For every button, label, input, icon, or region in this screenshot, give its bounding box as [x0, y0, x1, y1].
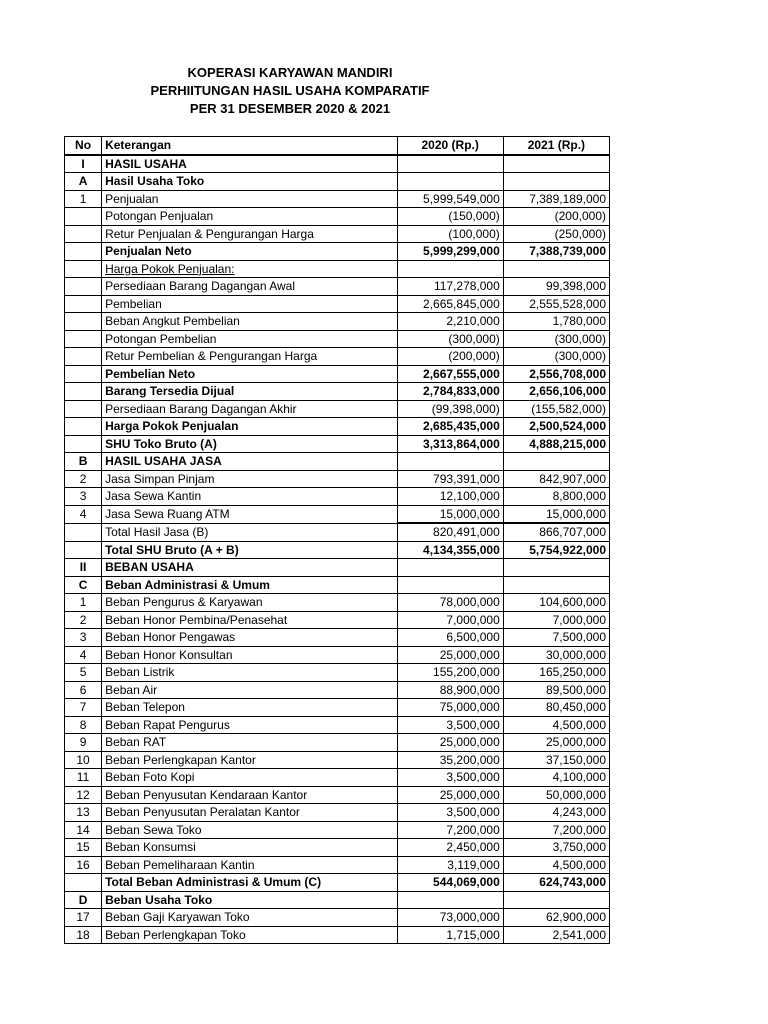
- row-no: 9: [65, 734, 102, 752]
- report-title-period: PER 31 DESEMBER 2020 & 2021: [189, 101, 391, 116]
- row-value-2021: 7,000,000: [503, 611, 609, 629]
- row-keterangan: [102, 155, 398, 173]
- row-value-2020: [397, 155, 503, 173]
- row-value-2021: 7,389,189,000: [503, 190, 609, 208]
- row-value-2020: [397, 173, 503, 191]
- table-row: [65, 155, 610, 173]
- row-value-2021: [503, 453, 609, 471]
- row-keterangan: [102, 173, 398, 191]
- row-keterangan-text: Pembelian Neto: [105, 366, 196, 381]
- table-row: [65, 330, 610, 348]
- row-keterangan-text: Jasa Simpan Pinjam: [105, 471, 215, 486]
- row-keterangan-text: Beban Perlengkapan Toko: [105, 927, 246, 942]
- table-row: [65, 243, 610, 261]
- row-value-2021: 842,907,000: [503, 470, 609, 488]
- table-row: [65, 523, 610, 541]
- row-keterangan: [102, 488, 398, 506]
- row-no: [65, 383, 102, 401]
- row-keterangan: [102, 874, 398, 892]
- table-row: [65, 173, 610, 191]
- row-value-2020: 25,000,000: [397, 786, 503, 804]
- row-keterangan-text: Pembelian: [105, 296, 162, 311]
- row-keterangan-text: Beban Penyusutan Peralatan Kantor: [105, 805, 300, 819]
- row-value-2020: [397, 891, 503, 909]
- row-no: [65, 400, 102, 418]
- row-no: 10: [65, 751, 102, 769]
- row-no: [65, 523, 102, 541]
- row-value-2020: [397, 559, 503, 577]
- row-no: 1: [65, 594, 102, 612]
- row-keterangan-text: Beban Listrik: [105, 665, 175, 679]
- row-value-2021: 1,780,000: [503, 313, 609, 331]
- row-no: D: [65, 891, 102, 909]
- table-row: [65, 594, 610, 612]
- table-row: [65, 681, 610, 699]
- row-value-2021: 2,556,708,000: [503, 365, 609, 383]
- row-value-2020: [397, 576, 503, 594]
- row-value-2021: 2,555,528,000: [503, 295, 609, 313]
- row-value-2021: 4,243,000: [503, 804, 609, 822]
- table-row: [65, 418, 610, 436]
- table-row: [65, 208, 610, 226]
- row-no: 7: [65, 699, 102, 717]
- row-no: [65, 278, 102, 296]
- row-value-2021: [503, 559, 609, 577]
- table-row: [65, 470, 610, 488]
- row-value-2021: [503, 155, 609, 173]
- row-no: [65, 295, 102, 313]
- table-row: [65, 383, 610, 401]
- row-keterangan: [102, 523, 398, 541]
- table-row: [65, 365, 610, 383]
- report-title-organization: KOPERASI KARYAWAN MANDIRI: [187, 65, 393, 80]
- row-value-2020: 7,200,000: [397, 821, 503, 839]
- row-value-2020: [397, 260, 503, 278]
- row-keterangan: [102, 400, 398, 418]
- row-keterangan: [102, 769, 398, 787]
- row-value-2021: 4,888,215,000: [503, 435, 609, 453]
- row-keterangan: [102, 681, 398, 699]
- row-value-2020: 6,500,000: [397, 629, 503, 647]
- table-row: [65, 839, 610, 857]
- row-no: [65, 541, 102, 559]
- row-keterangan-text: Penjualan: [105, 191, 159, 206]
- header-keterangan: Keterangan: [102, 137, 398, 155]
- row-keterangan: [102, 786, 398, 804]
- header-2021: 2021 (Rp.): [503, 137, 609, 155]
- row-keterangan-text: Total Hasil Jasa (B): [105, 524, 209, 539]
- row-no: [65, 225, 102, 243]
- row-keterangan-text: Beban Angkut Pembelian: [105, 314, 240, 328]
- row-no: [65, 243, 102, 261]
- row-value-2020: 5,999,549,000: [397, 190, 503, 208]
- row-value-2021: 4,500,000: [503, 716, 609, 734]
- table-row: [65, 856, 610, 874]
- row-keterangan-text: Beban Honor Pengawas: [105, 630, 236, 644]
- row-value-2020: 4,134,355,000: [397, 541, 503, 559]
- row-keterangan-text: Jasa Sewa Ruang ATM: [105, 506, 230, 521]
- row-no: 14: [65, 821, 102, 839]
- row-keterangan: [102, 313, 398, 331]
- row-value-2020: 820,491,000: [397, 523, 503, 541]
- row-keterangan: [102, 611, 398, 629]
- row-keterangan-text: Total SHU Bruto (A + B): [105, 542, 239, 557]
- table-row: [65, 295, 610, 313]
- row-keterangan-text: Potongan Penjualan: [105, 209, 214, 223]
- row-value-2021: (155,582,000): [503, 400, 609, 418]
- row-keterangan-text: BEBAN USAHA: [105, 560, 194, 574]
- row-value-2020: 544,069,000: [397, 874, 503, 892]
- row-no: [65, 435, 102, 453]
- row-keterangan-text: Beban Honor Konsultan: [105, 647, 233, 662]
- row-keterangan: [102, 909, 398, 927]
- row-value-2020: 2,665,845,000: [397, 295, 503, 313]
- row-keterangan-text: Beban Perlengkapan Kantor: [105, 752, 256, 767]
- row-keterangan-text: Persediaan Barang Dagangan Akhir: [105, 401, 297, 416]
- row-value-2020: 12,100,000: [397, 488, 503, 506]
- table-row: [65, 348, 610, 366]
- row-no: 12: [65, 786, 102, 804]
- row-keterangan: [102, 295, 398, 313]
- row-keterangan: [102, 365, 398, 383]
- table-row: [65, 909, 610, 927]
- row-keterangan-text: Beban Honor Pembina/Penasehat: [105, 612, 288, 627]
- table-row: [65, 278, 610, 296]
- row-value-2020: 7,000,000: [397, 611, 503, 629]
- table-row: [65, 559, 610, 577]
- row-no: B: [65, 453, 102, 471]
- row-value-2021: 7,388,739,000: [503, 243, 609, 261]
- row-value-2020: 1,715,000: [397, 926, 503, 944]
- row-keterangan-text: Persediaan Barang Dagangan Awal: [105, 279, 295, 293]
- table-row: [65, 664, 610, 682]
- row-keterangan: [102, 594, 398, 612]
- row-keterangan: [102, 804, 398, 822]
- row-keterangan: [102, 891, 398, 909]
- row-value-2021: 80,450,000: [503, 699, 609, 717]
- row-keterangan-text: Beban Gaji Karyawan Toko: [105, 910, 250, 924]
- row-value-2020: (100,000): [397, 225, 503, 243]
- row-value-2020: 155,200,000: [397, 664, 503, 682]
- row-value-2021: 30,000,000: [503, 646, 609, 664]
- row-no: [65, 313, 102, 331]
- table-row: [65, 926, 610, 944]
- row-keterangan-text: SHU Toko Bruto (A): [105, 436, 217, 451]
- table-row: [65, 611, 610, 629]
- row-no: A: [65, 173, 102, 191]
- table-row: [65, 190, 610, 208]
- row-value-2020: (99,398,000): [397, 400, 503, 418]
- comparative-income-table: [64, 136, 610, 944]
- row-keterangan: [102, 734, 398, 752]
- row-value-2021: 8,800,000: [503, 488, 609, 506]
- table-row: [65, 891, 610, 909]
- row-no: 1: [65, 190, 102, 208]
- row-keterangan-text: Harga Pokok Penjualan:: [105, 261, 235, 276]
- row-value-2020: 15,000,000: [397, 505, 503, 523]
- row-value-2020: 75,000,000: [397, 699, 503, 717]
- table-row: [65, 699, 610, 717]
- row-value-2021: 89,500,000: [503, 681, 609, 699]
- row-keterangan: [102, 839, 398, 857]
- table-row: [65, 804, 610, 822]
- row-value-2020: 3,500,000: [397, 769, 503, 787]
- row-keterangan: [102, 699, 398, 717]
- row-keterangan: [102, 243, 398, 261]
- row-value-2021: (300,000): [503, 330, 609, 348]
- row-no: 17: [65, 909, 102, 927]
- row-keterangan-text: Beban Sewa Toko: [105, 822, 202, 837]
- row-value-2020: 2,685,435,000: [397, 418, 503, 436]
- row-keterangan-text: Beban Administrasi & Umum: [105, 577, 270, 592]
- row-value-2021: 165,250,000: [503, 664, 609, 682]
- row-value-2021: 5,754,922,000: [503, 541, 609, 559]
- row-keterangan-text: HASIL USAHA: [105, 156, 187, 171]
- report-title-name: PERHIITUNGAN HASIL USAHA KOMPARATIF: [150, 83, 430, 98]
- row-value-2020: 3,500,000: [397, 716, 503, 734]
- row-keterangan: [102, 505, 398, 523]
- row-no: 11: [65, 769, 102, 787]
- table-row: [65, 646, 610, 664]
- row-keterangan-text: Hasil Usaha Toko: [105, 174, 205, 188]
- row-value-2020: (200,000): [397, 348, 503, 366]
- row-value-2021: 624,743,000: [503, 874, 609, 892]
- row-keterangan: [102, 225, 398, 243]
- row-keterangan-text: Total Beban Administrasi & Umum (C): [105, 875, 322, 889]
- row-keterangan-text: Beban Rapat Pengurus: [105, 717, 230, 732]
- row-keterangan-text: Harga Pokok Penjualan: [105, 419, 239, 433]
- table-row: [65, 260, 610, 278]
- table-header-row: [65, 137, 610, 155]
- row-no: [65, 260, 102, 278]
- row-no: I: [65, 155, 102, 173]
- row-keterangan: [102, 208, 398, 226]
- row-keterangan-text: Beban Telepon: [105, 700, 185, 714]
- row-value-2021: 7,200,000: [503, 821, 609, 839]
- row-keterangan: [102, 926, 398, 944]
- row-no: 4: [65, 505, 102, 523]
- row-keterangan: [102, 541, 398, 559]
- table-row: [65, 453, 610, 471]
- row-keterangan: [102, 856, 398, 874]
- row-value-2021: 7,500,000: [503, 629, 609, 647]
- table-row: [65, 716, 610, 734]
- row-keterangan-text: Retur Pembelian & Pengurangan Harga: [105, 349, 318, 363]
- row-keterangan: [102, 348, 398, 366]
- table-row: [65, 874, 610, 892]
- row-keterangan-text: Retur Penjualan & Pengurangan Harga: [105, 226, 314, 241]
- row-no: 13: [65, 804, 102, 822]
- row-value-2021: [503, 576, 609, 594]
- row-value-2021: 866,707,000: [503, 523, 609, 541]
- row-no: [65, 348, 102, 366]
- row-value-2020: 2,667,555,000: [397, 365, 503, 383]
- row-value-2020: 25,000,000: [397, 734, 503, 752]
- header-no: No: [65, 137, 102, 155]
- row-value-2021: 2,656,106,000: [503, 383, 609, 401]
- row-value-2021: (300,000): [503, 348, 609, 366]
- row-no: II: [65, 559, 102, 577]
- row-value-2021: (250,000): [503, 225, 609, 243]
- row-keterangan: [102, 190, 398, 208]
- row-value-2021: [503, 260, 609, 278]
- row-value-2021: 4,100,000: [503, 769, 609, 787]
- row-value-2020: (150,000): [397, 208, 503, 226]
- row-keterangan: [102, 716, 398, 734]
- row-keterangan: [102, 646, 398, 664]
- row-value-2021: 37,150,000: [503, 751, 609, 769]
- table-row: [65, 505, 610, 523]
- row-keterangan: [102, 260, 398, 278]
- row-value-2020: (300,000): [397, 330, 503, 348]
- row-value-2021: 25,000,000: [503, 734, 609, 752]
- row-keterangan: [102, 629, 398, 647]
- table-row: [65, 435, 610, 453]
- row-no: [65, 208, 102, 226]
- table-row: [65, 313, 610, 331]
- row-value-2021: 3,750,000: [503, 839, 609, 857]
- row-value-2020: 3,500,000: [397, 804, 503, 822]
- row-keterangan: [102, 821, 398, 839]
- row-no: 8: [65, 716, 102, 734]
- row-keterangan: [102, 751, 398, 769]
- row-no: 3: [65, 629, 102, 647]
- row-keterangan-text: Beban Air: [105, 682, 158, 697]
- row-keterangan: [102, 418, 398, 436]
- row-value-2021: 2,500,524,000: [503, 418, 609, 436]
- row-keterangan-text: Potongan Pembelian: [105, 331, 217, 346]
- table-row: [65, 751, 610, 769]
- row-keterangan-text: Barang Tersedia Dijual: [105, 384, 235, 398]
- row-no: 5: [65, 664, 102, 682]
- row-no: [65, 330, 102, 348]
- row-no: 4: [65, 646, 102, 664]
- row-keterangan: [102, 559, 398, 577]
- row-keterangan: [102, 453, 398, 471]
- row-value-2021: 2,541,000: [503, 926, 609, 944]
- row-value-2020: 78,000,000: [397, 594, 503, 612]
- row-keterangan-text: HASIL USAHA JASA: [105, 454, 222, 468]
- row-value-2020: 73,000,000: [397, 909, 503, 927]
- row-value-2021: 15,000,000: [503, 505, 609, 523]
- row-no: 16: [65, 856, 102, 874]
- row-no: 2: [65, 470, 102, 488]
- table-row: [65, 734, 610, 752]
- row-keterangan: [102, 435, 398, 453]
- row-value-2020: 2,784,833,000: [397, 383, 503, 401]
- row-keterangan-text: Beban Pengurus & Karyawan: [105, 595, 263, 609]
- row-keterangan: [102, 470, 398, 488]
- row-value-2021: 104,600,000: [503, 594, 609, 612]
- row-keterangan: [102, 278, 398, 296]
- row-value-2021: 50,000,000: [503, 786, 609, 804]
- row-keterangan: [102, 383, 398, 401]
- table-row: [65, 488, 610, 506]
- row-no: 6: [65, 681, 102, 699]
- header-2020: 2020 (Rp.): [397, 137, 503, 155]
- row-value-2020: 5,999,299,000: [397, 243, 503, 261]
- row-no: [65, 874, 102, 892]
- row-value-2020: 3,119,000: [397, 856, 503, 874]
- row-no: 18: [65, 926, 102, 944]
- row-keterangan: [102, 576, 398, 594]
- row-keterangan-text: Beban Pemeliharaan Kantin: [105, 857, 255, 872]
- row-value-2020: 2,210,000: [397, 313, 503, 331]
- row-no: 2: [65, 611, 102, 629]
- row-value-2021: [503, 891, 609, 909]
- table-row: [65, 541, 610, 559]
- table-row: [65, 629, 610, 647]
- row-keterangan-text: Penjualan Neto: [105, 244, 192, 258]
- row-no: [65, 365, 102, 383]
- row-value-2020: 3,313,864,000: [397, 435, 503, 453]
- table-row: [65, 576, 610, 594]
- row-value-2020: [397, 453, 503, 471]
- row-keterangan-text: Beban Konsumsi: [105, 840, 196, 854]
- row-keterangan: [102, 664, 398, 682]
- row-value-2021: 4,500,000: [503, 856, 609, 874]
- row-value-2020: 25,000,000: [397, 646, 503, 664]
- row-value-2021: [503, 173, 609, 191]
- row-no: 3: [65, 488, 102, 506]
- row-no: 15: [65, 839, 102, 857]
- row-value-2020: 2,450,000: [397, 839, 503, 857]
- table-row: [65, 225, 610, 243]
- row-keterangan-text: Beban Foto Kopi: [105, 770, 195, 784]
- table-row: [65, 786, 610, 804]
- row-keterangan-text: Jasa Sewa Kantin: [105, 489, 202, 503]
- row-keterangan: [102, 330, 398, 348]
- row-keterangan-text: Beban RAT: [105, 735, 167, 749]
- table-row: [65, 400, 610, 418]
- row-no: C: [65, 576, 102, 594]
- table-row: [65, 821, 610, 839]
- row-keterangan-text: Beban Penyusutan Kendaraan Kantor: [105, 787, 308, 802]
- row-value-2021: 62,900,000: [503, 909, 609, 927]
- row-keterangan-text: Beban Usaha Toko: [105, 892, 213, 907]
- row-value-2021: (200,000): [503, 208, 609, 226]
- row-no: [65, 418, 102, 436]
- table-row: [65, 769, 610, 787]
- row-value-2020: 35,200,000: [397, 751, 503, 769]
- row-value-2020: 117,278,000: [397, 278, 503, 296]
- row-value-2021: 99,398,000: [503, 278, 609, 296]
- row-value-2020: 793,391,000: [397, 470, 503, 488]
- row-value-2020: 88,900,000: [397, 681, 503, 699]
